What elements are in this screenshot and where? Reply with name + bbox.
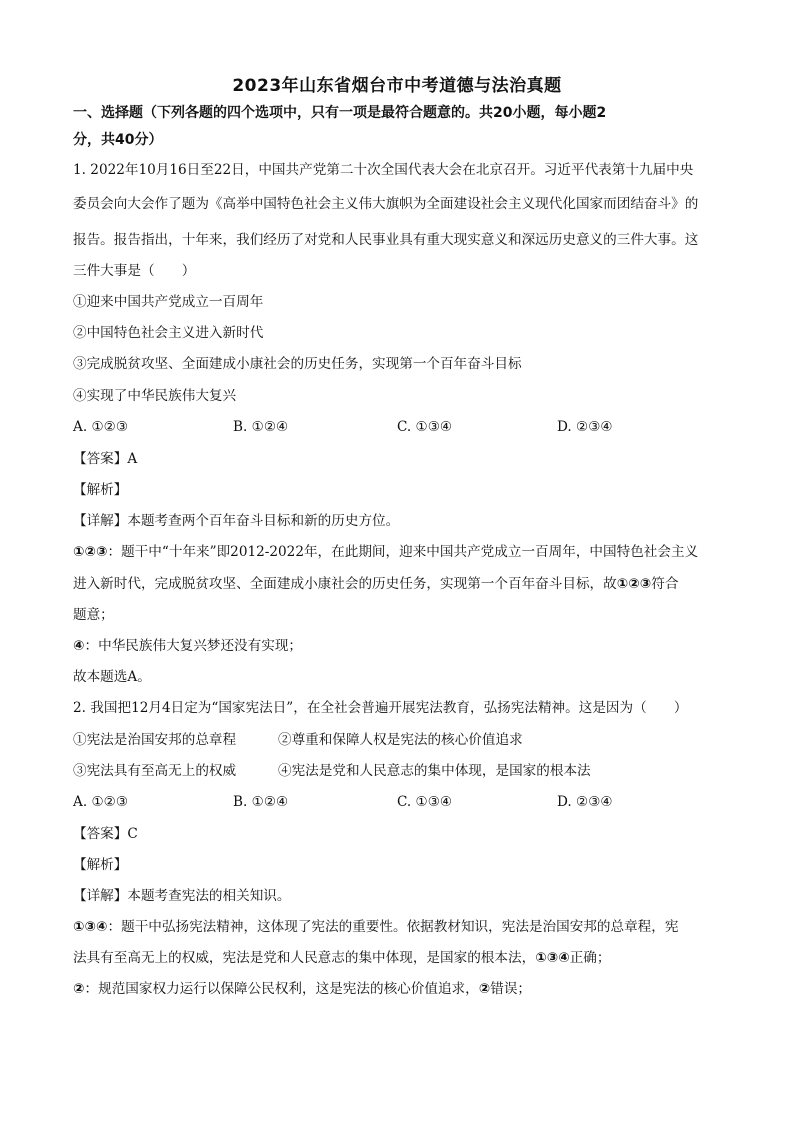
q2-explain-line-2	[73, 948, 611, 968]
q2-explain-line-1	[73, 917, 678, 937]
q2-explain-label: ①③④	[73, 919, 108, 935]
q1-explain-line-1	[73, 542, 698, 562]
q2-explain2-line	[73, 979, 531, 999]
section-heading-line-2: 分，共40分）	[73, 132, 163, 148]
q1-explain-tail: 符合	[651, 576, 679, 592]
q1-stem-line-1: 1. 2022年10月16日至22日，中国共产党第二十次全国代表大会在北京召开。习近平代表第十九届中央	[73, 162, 694, 178]
q1-analysis-label: 【解析】	[73, 482, 128, 498]
q2-item-1: ①宪法是治国安邦的总章程	[73, 732, 237, 748]
q1-stem-line-3: 报告。报告指出，十年来，我们经历了对党和人民事业具有重大现实意义和深远历史意义的三件大事。这	[73, 232, 699, 248]
q2-option-a: A. ①②③	[73, 794, 129, 810]
q1-option-c: C. ①③④	[397, 419, 453, 435]
q1-item-4: ④实现了中华民族伟大复兴	[73, 388, 237, 404]
q2-explain2-tail: 错误；	[490, 981, 532, 997]
q1-detail: 【详解】本题考查两个百年奋斗目标和新的历史方位。	[73, 513, 400, 529]
q2-stem: 2. 我国把12月4日定为“国家宪法日”，在全社会普遍开展宪法教育，弘扬宪法精神。这是因为（ ）	[73, 700, 688, 716]
q1-explain-text-1: ：题干中“十年来”即2012-2022年，在此期间，迎来中国共产党成立一百周年，中国特色社会主义	[107, 544, 699, 560]
q2-analysis-label: 【解析】	[73, 857, 128, 873]
q1-answer: 【答案】A	[73, 451, 138, 467]
q1-stem-line-2: 委员会向大会作了题为《高举中国特色社会主义伟大旗帜为全面建设社会主义现代化国家而团结奋斗》的	[73, 196, 699, 212]
q1-item-2: ②中国特色社会主义进入新时代	[73, 325, 264, 341]
q1-explain2-text: ：中华民族伟大复兴梦还没有实现；	[84, 638, 303, 654]
section-heading-line-1: 一、选择题（下列各题的四个选项中，只有一项是最符合题意的。共20小题，每小题2	[73, 105, 607, 121]
page-title: 2023年山东省烟台市中考道德与法治真题	[232, 76, 562, 96]
q1-explain2-line	[73, 636, 302, 656]
q1-explain-text-2: 进入新时代，完成脱贫攻坚、全面建成小康社会的历史任务，实现第一个百年奋斗目标，故	[73, 576, 617, 592]
q1-explain2-label: ④	[73, 638, 85, 654]
q2-option-d: D. ②③④	[557, 794, 613, 810]
q2-explain2-text: ：规范国家权力运行以保障公民权利，这是宪法的核心价值追求，	[84, 981, 479, 997]
q1-option-a: A. ①②③	[73, 419, 129, 435]
q1-item-1: ①迎来中国共产党成立一百周年	[73, 294, 264, 310]
q2-item-4: ④宪法是党和人民意志的集中体现，是国家的根本法	[278, 763, 591, 779]
q2-explain-text-2: 法具有至高无上的权威，宪法是党和人民意志的集中体现，是国家的根本法，	[73, 950, 536, 966]
q1-item-3: ③完成脱贫攻坚、全面建成小康社会的历史任务，实现第一个百年奋斗目标	[73, 356, 522, 372]
q1-option-b: B. ①②④	[233, 419, 289, 435]
q2-detail: 【详解】本题考查宪法的相关知识。	[73, 888, 291, 904]
q1-explain-label: ①②③	[73, 544, 108, 560]
q2-option-b: B. ①②④	[233, 794, 289, 810]
q2-answer: 【答案】C	[73, 826, 138, 842]
q1-stem-line-4: 三件大事是（ ）	[73, 263, 196, 279]
q2-explain2-label: ②	[73, 981, 85, 997]
q1-explain-line-3: 题意；	[73, 607, 114, 623]
q1-option-d: D. ②③④	[557, 419, 613, 435]
q2-explain-inline-label: ①③④	[535, 950, 570, 966]
q2-item-2: ②尊重和保障人权是宪法的核心价值追求	[278, 732, 523, 748]
q1-conclusion: 故本题选A。	[73, 669, 151, 685]
q2-explain-text-1: ：题干中弘扬宪法精神，这体现了宪法的重要性。依据教材知识，宪法是治国安邦的总章程，宪	[107, 919, 679, 935]
q2-item-3: ③宪法具有至高无上的权威	[73, 763, 237, 779]
q1-explain-tail-label: ①②③	[616, 576, 652, 592]
q2-explain2-label-inline: ②	[478, 981, 491, 997]
q2-explain-tail: 正确；	[569, 950, 611, 966]
q1-explain-line-2	[73, 574, 678, 594]
q2-option-c: C. ①③④	[397, 794, 453, 810]
